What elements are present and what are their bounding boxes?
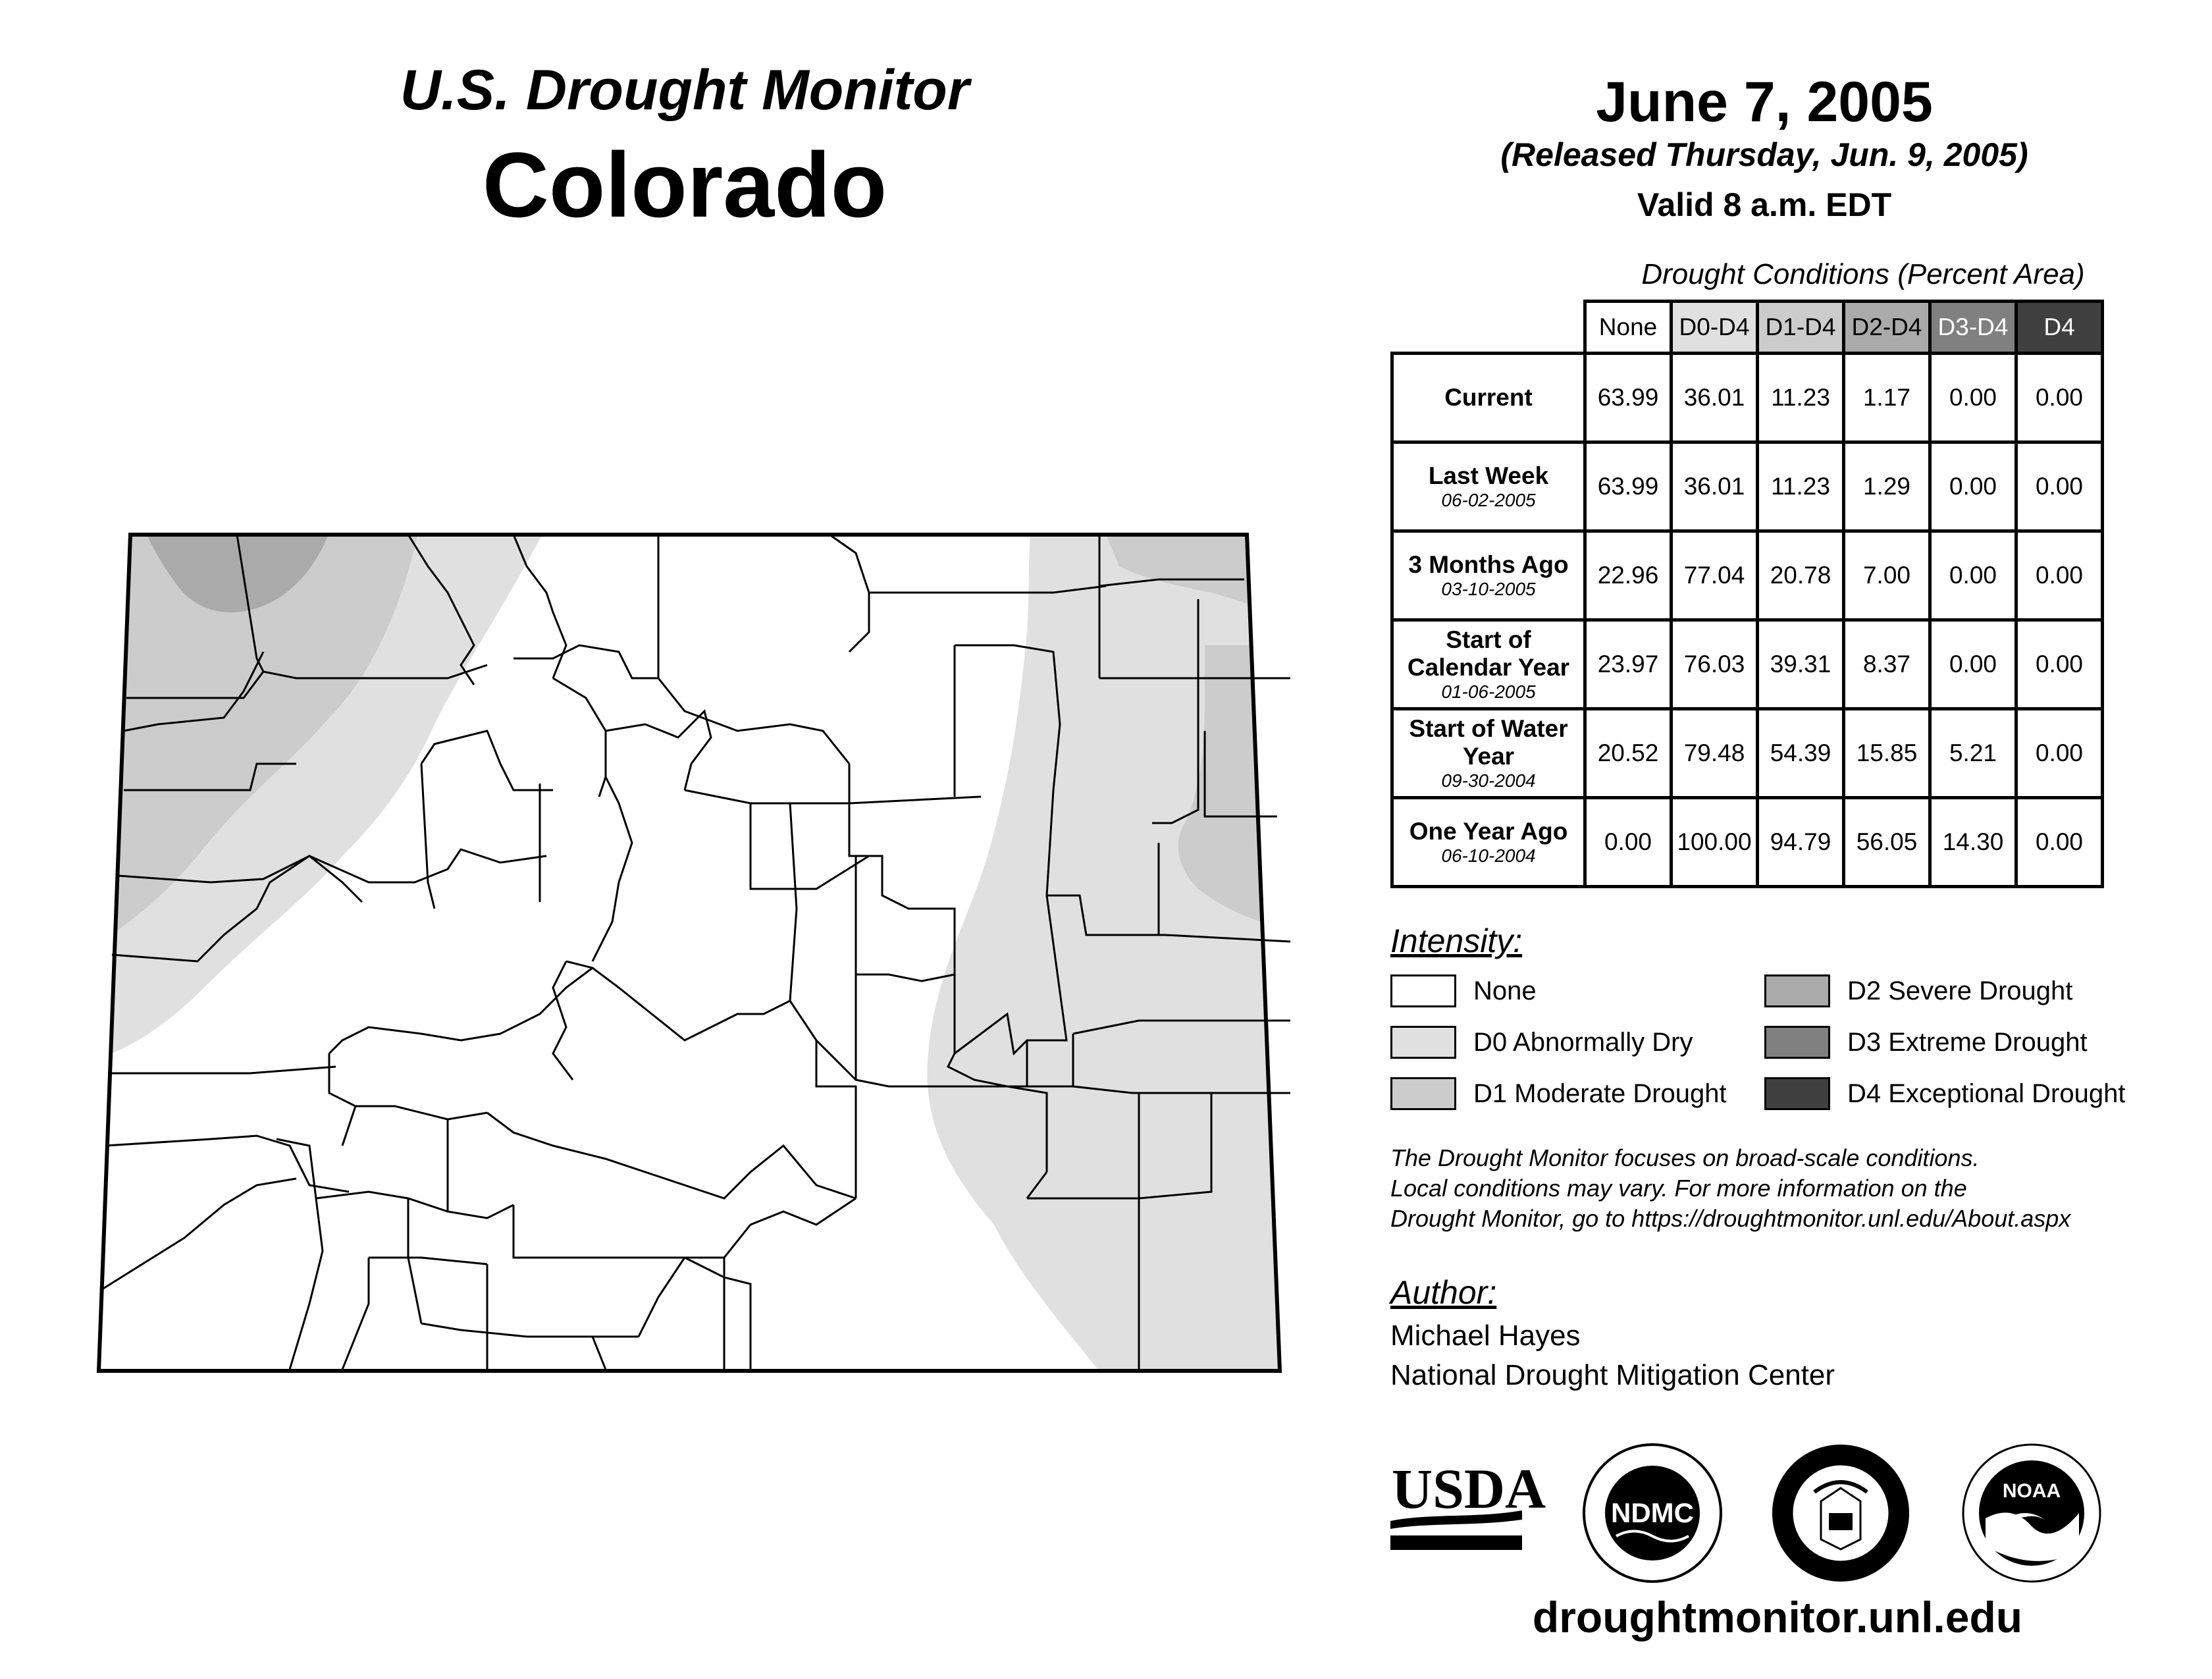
- legend-item: [1390, 1026, 1693, 1059]
- table-row: [1392, 798, 2103, 887]
- table-cell: 0.00: [2016, 354, 2103, 442]
- svg-text:NOAA: NOAA: [2002, 1480, 2061, 1502]
- monitor-title: U.S. Drought Monitor: [400, 59, 970, 122]
- legend-swatch: [1764, 1026, 1830, 1059]
- row-label: [1392, 354, 1585, 442]
- table-row: [1392, 620, 2103, 709]
- table-row: [1392, 442, 2103, 531]
- table-row: [1392, 354, 2103, 442]
- colorado-drought-map: [92, 514, 1290, 1396]
- table-cell: 100.00: [1672, 798, 1758, 887]
- row-label-text: Start of Calendar Year: [1407, 626, 1570, 681]
- table-cell: 0.00: [1930, 531, 2016, 620]
- website-link[interactable]: droughtmonitor.unl.edu: [1532, 1593, 2023, 1641]
- table-cell: 63.99: [1585, 354, 1672, 442]
- table-cell: 77.04: [1672, 531, 1758, 620]
- table-cell: 36.01: [1672, 354, 1758, 442]
- column-header: D2-D4: [1844, 302, 1930, 354]
- legend-label: D3 Extreme Drought: [1847, 1027, 2088, 1057]
- legend-title: Intensity:: [1390, 922, 1523, 959]
- map-date: June 7, 2005: [1596, 70, 1933, 134]
- row-label-text: 3 Months Ago: [1408, 551, 1569, 578]
- table-cell: 23.97: [1585, 620, 1672, 709]
- table-cell: 0.00: [2016, 442, 2103, 531]
- disclaimer-line-1: The Drought Monitor focuses on broad-scale conditions.: [1390, 1144, 1980, 1171]
- row-date: 03-10-2005: [1441, 579, 1536, 599]
- row-label-text: One Year Ago: [1409, 818, 1568, 845]
- table-cell: 14.30: [1930, 798, 2016, 887]
- column-header: None: [1585, 302, 1672, 354]
- table-cell: 20.78: [1758, 531, 1844, 620]
- table-cell: 22.96: [1585, 531, 1672, 620]
- ndmc-logo: [1580, 1441, 1725, 1586]
- legend-label: D2 Severe Drought: [1847, 976, 2073, 1005]
- table-row: [1392, 709, 2103, 798]
- table-cell: 0.00: [1930, 354, 2016, 442]
- table-caption: Drought Conditions (Percent Area): [1641, 258, 2085, 290]
- valid-time: Valid 8 a.m. EDT: [1637, 186, 1892, 223]
- table-cell: 8.37: [1844, 620, 1930, 709]
- table-cell: 20.52: [1585, 709, 1672, 798]
- legend-swatch: [1764, 1077, 1830, 1110]
- table-cell: 54.39: [1758, 709, 1844, 798]
- table-cell: 0.00: [2016, 798, 2103, 887]
- table-cell: 0.00: [2016, 620, 2103, 709]
- column-header: D1-D4: [1758, 302, 1844, 354]
- legend-swatch: [1764, 974, 1830, 1007]
- legend-swatch: [1390, 1026, 1456, 1059]
- row-date: 09-30-2004: [1441, 770, 1536, 791]
- author-organization: National Drought Mitigation Center: [1390, 1359, 1835, 1391]
- author-heading: Author:: [1390, 1274, 1497, 1311]
- row-label: [1392, 798, 1585, 887]
- table-cell: 94.79: [1758, 798, 1844, 887]
- table-cell: 1.29: [1844, 442, 1930, 531]
- table-row: [1392, 531, 2103, 620]
- noaa-logo: [1959, 1441, 2104, 1586]
- disclaimer-line-2: Local conditions may vary. For more information on the: [1390, 1175, 1967, 1202]
- row-label-text: Last Week: [1428, 462, 1549, 489]
- release-date: (Released Thursday, Jun. 9, 2005): [1500, 136, 2028, 173]
- row-label: [1392, 442, 1585, 531]
- disclaimer-line-3: Drought Monitor, go to https://droughtmonitor.unl.edu/About.aspx: [1390, 1205, 2071, 1232]
- table-cell: 39.31: [1758, 620, 1844, 709]
- legend-label: D0 Abnormally Dry: [1473, 1027, 1693, 1057]
- table-cell: 56.05: [1844, 798, 1930, 887]
- table-cell: 11.23: [1758, 442, 1844, 531]
- table-cell: 79.48: [1672, 709, 1758, 798]
- usda-logo: [1390, 1455, 1546, 1554]
- row-label: [1392, 620, 1585, 709]
- drought-conditions-table: [1390, 300, 2104, 888]
- column-header: D3-D4: [1930, 302, 2016, 354]
- table-cell: 36.01: [1672, 442, 1758, 531]
- legend-item: [1390, 1077, 1727, 1110]
- table-cell: 1.17: [1844, 354, 1930, 442]
- legend-item: [1390, 974, 1537, 1007]
- row-label: [1392, 531, 1585, 620]
- column-header: D0-D4: [1672, 302, 1758, 354]
- legend-item: [1764, 1077, 2125, 1110]
- row-label: [1392, 709, 1585, 798]
- column-header: D4: [2016, 302, 2103, 354]
- row-date: 01-06-2005: [1441, 681, 1536, 702]
- legend-swatch: [1390, 974, 1456, 1007]
- table-cell: 0.00: [1930, 620, 2016, 709]
- svg-text:NDMC: NDMC: [1611, 1497, 1694, 1528]
- legend-swatch: [1390, 1077, 1456, 1110]
- table-cell: 7.00: [1844, 531, 1930, 620]
- legend-label: D1 Moderate Drought: [1473, 1079, 1727, 1108]
- svg-text:USDA: USDA: [1392, 1457, 1546, 1520]
- state-title: Colorado: [482, 133, 887, 236]
- table-cell: 76.03: [1672, 620, 1758, 709]
- table-cell: 15.85: [1844, 709, 1930, 798]
- legend-item: [1764, 974, 2072, 1007]
- disclaimer: [1390, 1143, 2154, 1234]
- table-cell: 63.99: [1585, 442, 1672, 531]
- table-cell: 0.00: [2016, 709, 2103, 798]
- row-label-text: Start of Water Year: [1409, 715, 1568, 770]
- legend-item: [1764, 1026, 2088, 1059]
- row-label-text: Current: [1444, 384, 1533, 411]
- commerce-seal-logo: [1768, 1441, 1913, 1586]
- legend-label: D4 Exceptional Drought: [1847, 1079, 2126, 1108]
- table-cell: 0.00: [2016, 531, 2103, 620]
- author-name: Michael Hayes: [1390, 1319, 1581, 1352]
- table-cell: 5.21: [1930, 709, 2016, 798]
- row-date: 06-02-2005: [1441, 490, 1536, 510]
- table-cell: 11.23: [1758, 354, 1844, 442]
- table-cell: 0.00: [1585, 798, 1672, 887]
- legend-label: None: [1473, 976, 1537, 1005]
- row-date: 06-10-2004: [1441, 845, 1536, 866]
- table-corner: [1392, 302, 1585, 354]
- table-cell: 0.00: [1930, 442, 2016, 531]
